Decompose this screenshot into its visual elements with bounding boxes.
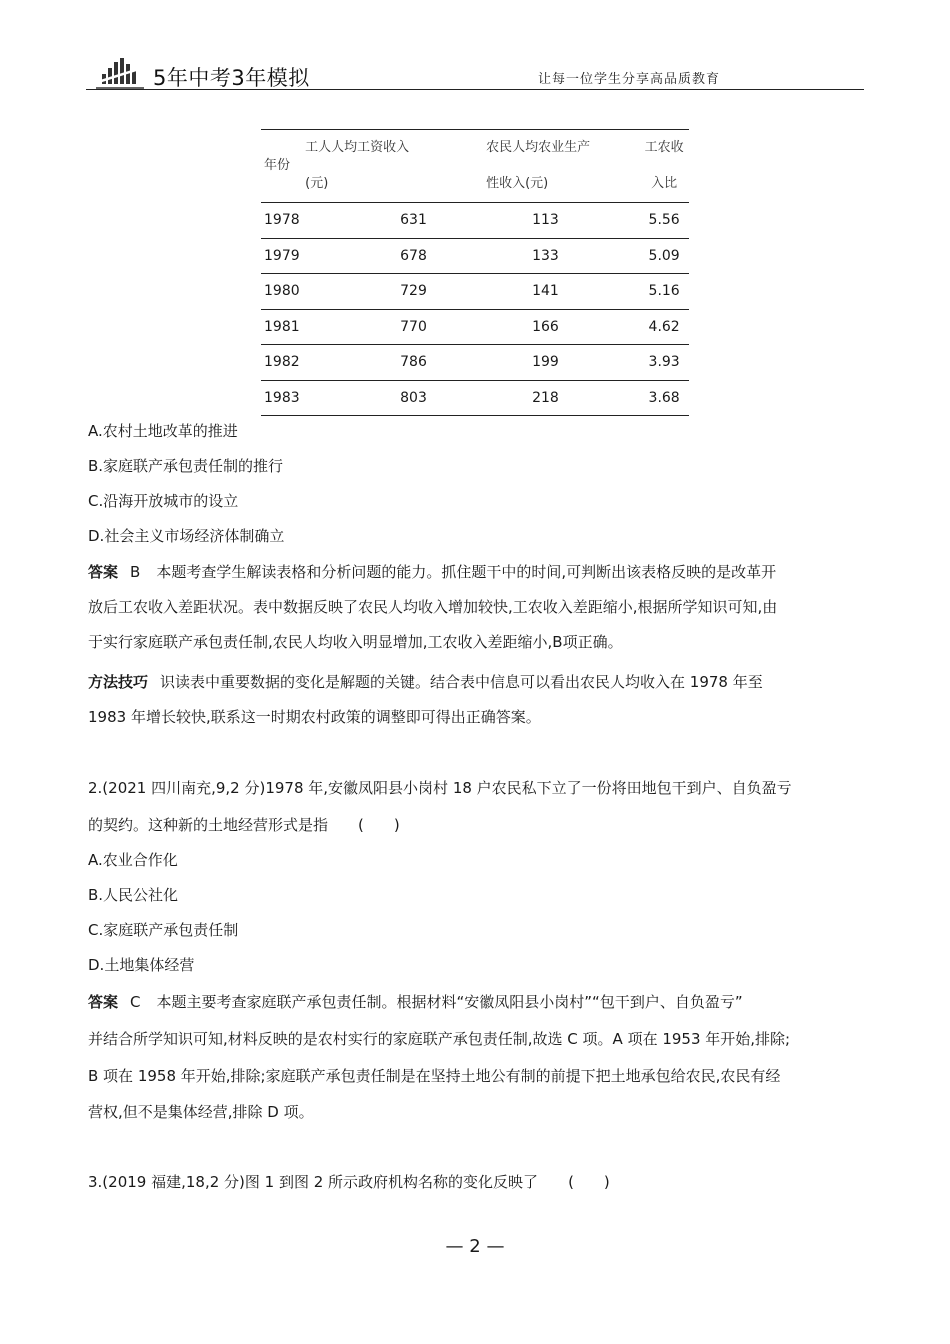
q2-answer-text-3: B 项在 1958 年开始,排除;家庭联产承包责任制是在坚持土地公有制的前提下把土地承包给农民,农民有经	[88, 1067, 781, 1085]
header-farmer-income	[486, 130, 639, 203]
q1-answer-text-2: 放后工农收入差距状况。表中数据反映了农民人均收入增加较快,工农收入差距缩小,根据所学知识可知,由	[88, 598, 778, 616]
q2-option-d: D.土地集体经营	[88, 956, 195, 974]
cell-farmer: 133	[532, 247, 559, 264]
q3-stem	[88, 1172, 610, 1192]
cell-farmer: 141	[532, 283, 559, 300]
q1-answer-text-3: 于实行家庭联产承包责任制,农民人均收入明显增加,工农收入差距缩小,B项正确。	[88, 633, 623, 651]
cell-ratio: 3.68	[648, 389, 680, 406]
table-row	[261, 274, 689, 310]
q1-option-b: B.家庭联产承包责任制的推行	[88, 457, 284, 475]
header-farmer-line1: 农民人均农业生产	[486, 140, 591, 155]
book-title: 5年中考3年模拟	[153, 66, 310, 90]
q2-option-c: C.家庭联产承包责任制	[88, 921, 239, 939]
table-row	[261, 309, 689, 345]
header-year: 年份	[264, 158, 291, 173]
answer-letter: C	[130, 993, 141, 1011]
cell-worker: 803	[400, 389, 427, 406]
answer-tag: 答案	[88, 993, 119, 1011]
cell-farmer: 199	[532, 354, 559, 371]
table-row	[261, 345, 689, 381]
q2-answer-line	[88, 992, 743, 1012]
cell-year: 1979	[264, 247, 300, 264]
cell-worker: 770	[400, 318, 427, 335]
q1-method-line	[88, 672, 763, 692]
header-worker-income	[305, 130, 486, 203]
answer-letter: B	[130, 563, 141, 581]
q1-method-text-2: 1983 年增长较快,联系这一时期农村政策的调整即可得出正确答案。	[88, 708, 541, 726]
q1-answer-line	[88, 562, 776, 582]
q1-option-c: C.沿海开放城市的设立	[88, 492, 239, 510]
cell-year: 1981	[264, 318, 300, 335]
q2-answer-text-4: 营权,但不是集体经营,排除 D 项。	[88, 1103, 314, 1121]
header-ratio-line1: 工农收	[644, 140, 684, 155]
q2-stem-text: 的契约。这种新的土地经营形式是指	[88, 816, 329, 834]
cell-worker: 786	[400, 354, 427, 371]
cell-worker: 631	[400, 212, 427, 229]
method-text: 识读表中重要数据的变化是解题的关键。结合表中信息可以看出农民人均收入在 1978 年至	[160, 673, 763, 691]
q2-answer-text-2: 并结合所学知识可知,材料反映的是农村实行的家庭联产承包责任制,故选 C 项。A 项在 1953 年开始,排除;	[88, 1030, 791, 1048]
cell-worker: 729	[400, 283, 427, 300]
header-rule	[86, 89, 864, 90]
header-slogan: 让每一位学生分享高品质教育	[537, 72, 720, 87]
answer-blank: ( )	[568, 1173, 610, 1191]
page-number: — 2 —	[445, 1236, 505, 1257]
answer-text: 本题主要考查家庭联产承包责任制。根据材料“安徽凤阳县小岗村”“包干到户、自负盈亏”	[156, 993, 743, 1011]
q1-option-d: D.社会主义市场经济体制确立	[88, 527, 285, 545]
answer-tag: 答案	[88, 563, 119, 581]
publisher-logo	[96, 54, 144, 92]
header-ratio	[639, 130, 689, 203]
answer-blank: ( )	[358, 816, 400, 834]
cell-year: 1978	[264, 212, 300, 229]
method-tag: 方法技巧	[88, 673, 149, 691]
cell-ratio: 5.16	[648, 283, 680, 300]
income-table	[261, 129, 689, 416]
table-row	[261, 203, 689, 239]
table-header-row	[261, 130, 689, 203]
q3-stem-text: 3.(2019 福建,18,2 分)图 1 到图 2 所示政府机构名称的变化反映了	[88, 1173, 539, 1191]
table-row	[261, 380, 689, 416]
cell-ratio: 3.93	[648, 354, 680, 371]
cell-worker: 678	[400, 247, 427, 264]
header-worker-line1: 工人人均工资收入	[305, 140, 410, 155]
header-farmer-line2: 性收入(元)	[486, 176, 549, 191]
cell-year: 1983	[264, 389, 300, 406]
answer-text: 本题考查学生解读表格和分析问题的能力。抓住题干中的时间,可判断出该表格反映的是改革开	[156, 563, 777, 581]
header-ratio-line2: 入比	[651, 176, 678, 191]
cell-farmer: 166	[532, 318, 559, 335]
cell-year: 1980	[264, 283, 300, 300]
cell-ratio: 4.62	[648, 318, 680, 335]
cell-farmer: 113	[532, 212, 559, 229]
table-row	[261, 238, 689, 274]
header-worker-line2: (元)	[305, 176, 329, 191]
q1-option-a: A.农村土地改革的推进	[88, 422, 238, 440]
cell-year: 1982	[264, 354, 300, 371]
cell-ratio: 5.56	[648, 212, 680, 229]
q2-stem-2	[88, 815, 400, 835]
cell-farmer: 218	[532, 389, 559, 406]
q2-option-b: B.人民公社化	[88, 886, 179, 904]
q2-option-a: A.农业合作化	[88, 851, 178, 869]
cell-ratio: 5.09	[648, 247, 680, 264]
q2-stem-1: 2.(2021 四川南充,9,2 分)1978 年,安徽凤阳县小岗村 18 户农民私下立了一份将田地包干到户、自负盈亏	[88, 779, 792, 797]
